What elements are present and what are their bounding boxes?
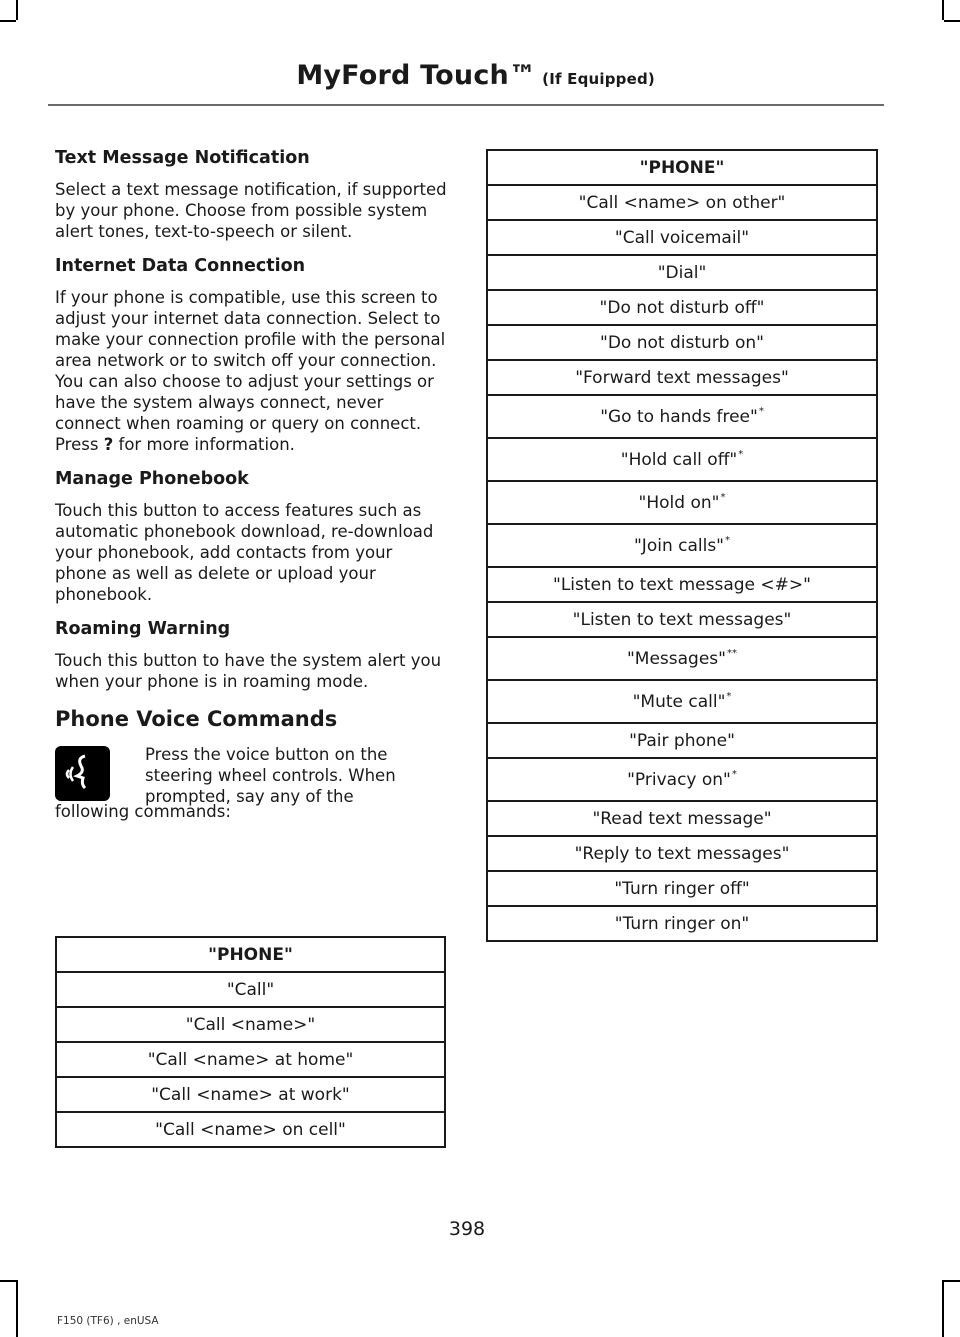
- command-text: "Call voicemail": [614, 227, 750, 248]
- phone-commands-table-left: [55, 936, 446, 1148]
- command-text: "Messages": [626, 649, 726, 669]
- command-text: "Call <name> at home": [147, 1049, 354, 1070]
- left-column: [55, 148, 447, 856]
- footnote-mark: *: [726, 691, 732, 702]
- voice-instruction-tail: following commands:: [55, 802, 231, 821]
- table-row: [487, 906, 877, 941]
- section-heading: Text Message Notification: [55, 148, 310, 168]
- crop-mark: [0, 1280, 16, 1282]
- command-text: "Privacy on": [627, 770, 731, 790]
- footnote-mark: **: [727, 648, 737, 659]
- table-row: [487, 185, 877, 220]
- page-header-title: [296, 60, 655, 91]
- table-row: [487, 220, 877, 255]
- crop-mark: [0, 20, 16, 22]
- table-row: [487, 438, 877, 481]
- footnote-mark: *: [731, 769, 737, 780]
- command-text: "Call <name> on cell": [155, 1119, 346, 1140]
- crop-mark: [944, 1280, 960, 1282]
- voice-instruction: [55, 746, 447, 856]
- command-text: "Listen to text message <#>": [553, 574, 811, 595]
- table-row: [487, 801, 877, 836]
- command-text: "Forward text messages": [575, 367, 789, 388]
- section-body: Select a text message notification, if supported by your phone. Choose from possible system alert tones, text-to-speech or silent.: [55, 180, 447, 241]
- table-row: [487, 481, 877, 524]
- table-row: [487, 567, 877, 602]
- command-text: "Hold call off": [620, 450, 738, 470]
- command-text: "Hold on": [638, 493, 720, 513]
- crop-mark: [16, 1280, 18, 1337]
- table-row: [487, 680, 877, 723]
- section-heading-large: Phone Voice Commands: [55, 707, 338, 731]
- command-text: "Pair phone": [629, 730, 735, 751]
- voice-button-icon: [55, 746, 110, 801]
- table-row: [487, 836, 877, 871]
- table-row: [56, 1007, 445, 1042]
- header-divider: [48, 104, 884, 106]
- table-row: [487, 723, 877, 758]
- section-heading: Manage Phonebook: [55, 469, 249, 489]
- table-row: [487, 290, 877, 325]
- command-text: "Read text message": [592, 808, 772, 829]
- section-heading: Roaming Warning: [55, 619, 231, 639]
- command-text: "Call <name>": [185, 1014, 316, 1035]
- header-title-text: MyFord Touch™: [296, 60, 537, 91]
- footnote-mark: *: [725, 535, 731, 546]
- help-icon: ?: [103, 435, 114, 454]
- internet-body-end: for more information.: [118, 435, 295, 454]
- voice-instruction-text: Press the voice button on the steering wheel controls. When prompted, say any of the: [145, 745, 396, 806]
- table-row: [487, 602, 877, 637]
- phone-commands-table-right: [486, 149, 878, 942]
- command-text: "Reply to text messages": [574, 843, 790, 864]
- crop-mark: [942, 1280, 944, 1337]
- command-text: "Turn ringer off": [614, 878, 750, 899]
- internet-body-text: If your phone is compatible, use this screen to adjust your internet data connection. Select to make your connection profile with the personal area network or to switch off your connection. You can also choose to adjust your settings or have the system always connect, never connect when roaming or query on connect. Press: [55, 288, 446, 454]
- footnote-mark: *: [738, 449, 744, 460]
- table-row: [487, 524, 877, 567]
- command-text: "Go to hands free": [600, 407, 758, 427]
- section-heading: Internet Data Connection: [55, 256, 306, 276]
- command-text: "Dial": [657, 262, 707, 283]
- crop-mark: [944, 20, 960, 22]
- table-row: [56, 1112, 445, 1147]
- footnote-mark: *: [720, 492, 726, 503]
- table-row: [487, 395, 877, 438]
- command-text: "Listen to text messages": [572, 609, 792, 630]
- table-row: [487, 255, 877, 290]
- table-row: [487, 360, 877, 395]
- command-text: "Do not disturb on": [600, 332, 764, 353]
- crop-mark: [942, 0, 944, 20]
- command-text: "Call <name> at work": [151, 1084, 350, 1105]
- table-row: [487, 325, 877, 360]
- section-body: [55, 287, 447, 455]
- command-text: "Turn ringer on": [614, 913, 750, 934]
- table-row: [56, 1077, 445, 1112]
- table-row: [56, 1042, 445, 1077]
- command-text: "Call <name> on other": [578, 192, 786, 213]
- section-body: Touch this button to have the system alert you when your phone is in roaming mode.: [55, 651, 442, 691]
- table-header: "PHONE": [56, 937, 445, 972]
- section-body: Touch this button to access features such as automatic phonebook download, re-download your phonebook, add contacts from your phone as well as delete or upload your phonebook.: [55, 501, 434, 604]
- footnote-mark: *: [758, 406, 764, 417]
- header-subtitle: (If Equipped): [542, 70, 655, 88]
- command-text: "Join calls": [633, 536, 725, 556]
- table-row: [487, 871, 877, 906]
- page-number: 398: [448, 1218, 486, 1240]
- table-row: [487, 758, 877, 801]
- command-text: "Call": [226, 979, 275, 1000]
- table-row: [56, 972, 445, 1007]
- command-text: "Do not disturb off": [599, 297, 765, 318]
- table-row: [487, 637, 877, 680]
- table-header: "PHONE": [487, 150, 877, 185]
- command-text: "Mute call": [632, 692, 726, 712]
- footer-text: F150 (TF6) , enUSA: [57, 1315, 159, 1327]
- crop-mark: [16, 0, 18, 20]
